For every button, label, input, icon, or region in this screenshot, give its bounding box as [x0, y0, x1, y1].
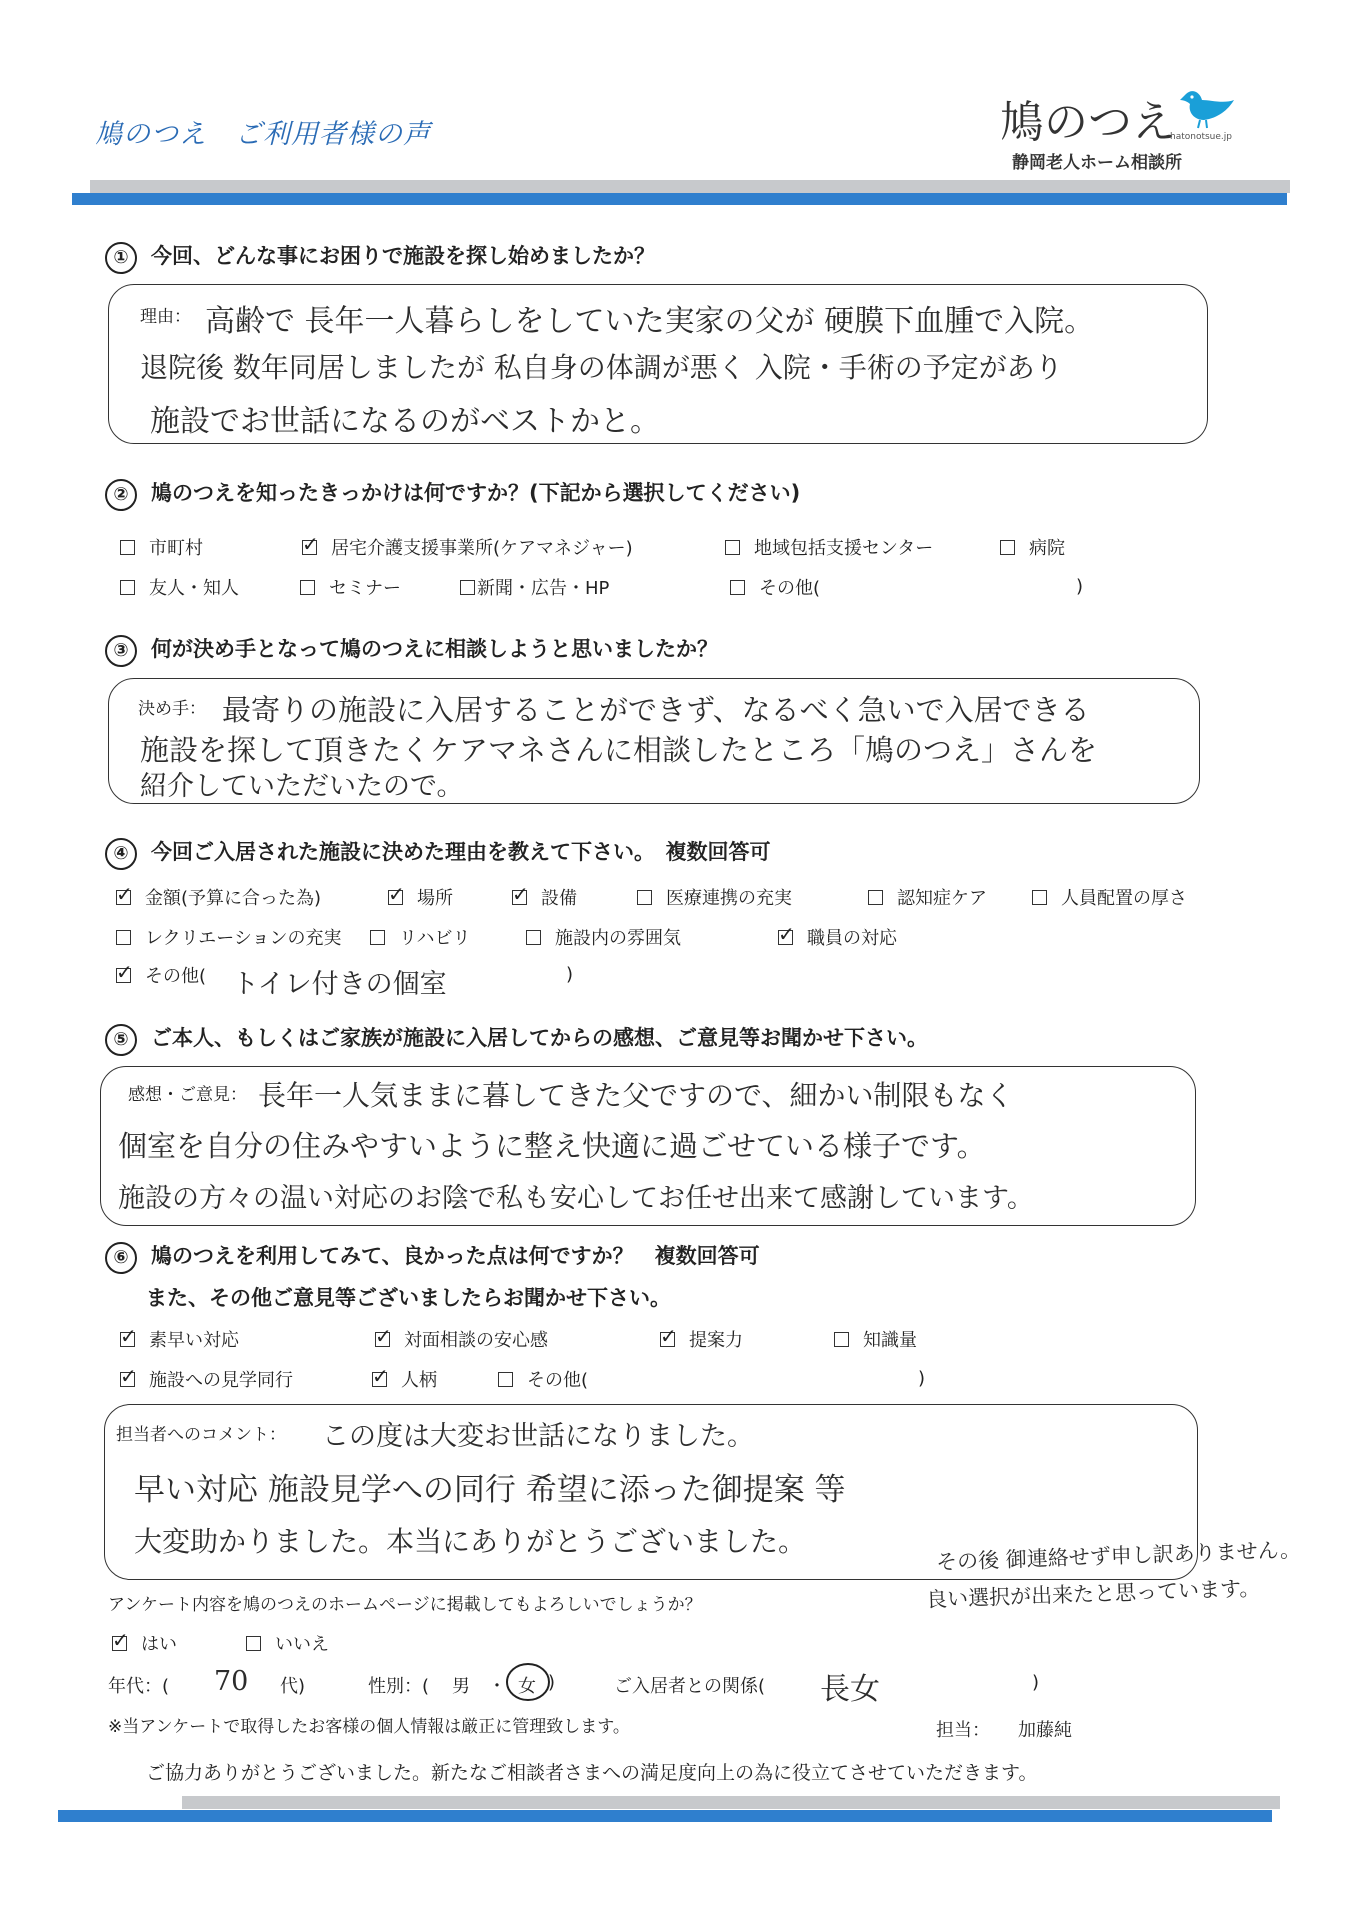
q2-option-6[interactable]: 新聞・広告・HP — [460, 574, 609, 600]
gender-label: 性別：( — [368, 1676, 430, 1697]
q6-line-4: その後 御連絡せず申し訳ありません。 — [935, 1537, 1302, 1575]
q5-number: ⑤ — [105, 1024, 137, 1056]
q2-option-7[interactable]: その他( — [730, 574, 820, 600]
checkbox[interactable] — [460, 580, 475, 595]
q2-option-4[interactable]: 友人・知人 — [120, 574, 239, 600]
q6-line-2: 早い対応 施設見学への同行 希望に添った御提案 等 — [134, 1472, 846, 1508]
q4-option-7[interactable]: リハビリ — [370, 924, 470, 950]
q6-comment-label: 担当者へのコメント： — [116, 1425, 286, 1445]
q5-label: 感想・ご意見： — [128, 1085, 247, 1105]
footer-bar — [58, 1810, 1272, 1822]
q3-line-1: 最寄りの施設に入居することができず、なるべく急いで入居できる — [222, 693, 1090, 727]
gender-close: ) — [548, 1672, 556, 1693]
q3-heading — [105, 633, 718, 667]
privacy-note: ※当アンケートで取得したお客様の個人情報は厳正に管理致します。 — [108, 1717, 630, 1737]
q6-heading — [105, 1240, 760, 1274]
q6-option-5[interactable]: ✓ 人柄 — [372, 1366, 437, 1392]
q4-option-4[interactable]: 認知症ケア — [868, 884, 987, 910]
relation-value: 長女 — [820, 1672, 880, 1707]
header-bar-shadow — [90, 180, 1290, 193]
checkbox[interactable] — [637, 890, 652, 905]
q4-option-10[interactable]: ✓その他( — [116, 962, 206, 988]
checkbox[interactable] — [246, 1636, 261, 1651]
q2-option-1[interactable]: ✓ 居宅介護支援事業所(ケアマネジャー) — [302, 534, 633, 560]
q4-other-text: トイレ付きの個室 — [232, 969, 447, 1000]
q6-line-1: この度は大変お世話になりました。 — [322, 1421, 754, 1452]
q6-line-5: 良い選択が出来たと思っています。 — [925, 1576, 1261, 1612]
q4-option-1[interactable]: ✓ 場所 — [388, 884, 453, 910]
q4-option-9[interactable]: ✓ 職員の対応 — [778, 924, 897, 950]
q3-question: 何が決め手となって鳩のつえに相談しようと思いましたか？ — [151, 637, 718, 661]
q4-option-0[interactable]: ✓金額(予算に合った為) — [116, 884, 321, 910]
checkbox-checked[interactable] — [660, 1332, 675, 1347]
q6-line-3: 大変助かりました。本当にありがとうございました。 — [134, 1525, 807, 1558]
q1-label: 理由： — [140, 307, 191, 327]
checkbox-checked[interactable] — [778, 930, 793, 945]
header-bar — [72, 193, 1287, 205]
q6-option-1[interactable]: ✓ 対面相談の安心感 — [375, 1326, 548, 1352]
q4-question: 今回ご入居された施設に決めた理由を教えて下さい。 複数回答可 — [151, 840, 771, 864]
q5-line-3: 施設の方々の温い対応のお陰で私も安心してお任せ出来て感謝しています。 — [118, 1183, 1034, 1214]
checkbox[interactable] — [1000, 540, 1015, 555]
q6-option-4[interactable]: ✓施設への見学同行 — [120, 1366, 293, 1392]
checkbox-checked[interactable] — [388, 890, 403, 905]
checkbox-checked[interactable] — [120, 1332, 135, 1347]
checkbox[interactable] — [370, 930, 385, 945]
thanks-message: ご協力ありがとうございました。新たなご相談者さまへの満足度向上の為に役立てさせていただきます。 — [146, 1762, 1038, 1784]
q1-line-1: 高齢で 長年一人暮らしをしていた実家の父が 硬膜下血腫で入院。 — [205, 304, 1095, 339]
q1-number: ① — [105, 242, 137, 274]
consent-question: アンケート内容を鳩のつえのホームページに掲載してもよろしいでしょうか？ — [108, 1595, 702, 1615]
page-title: 鳩のつえ ご利用者様の声 — [95, 119, 431, 150]
footer-bar-shadow — [182, 1796, 1280, 1809]
q6-option-6[interactable]: その他( — [498, 1366, 588, 1392]
staff-label: 担当： — [936, 1720, 990, 1741]
age-unit: 代) — [280, 1676, 306, 1697]
logo-name: 鳩のつえ — [1000, 97, 1176, 148]
checkbox[interactable] — [120, 580, 135, 595]
q6-question-2: また、その他ご意見等ございましたらお聞かせ下さい。 — [146, 1286, 671, 1310]
logo-url: hatonotsue.jp — [1170, 132, 1232, 142]
q4-option-2[interactable]: ✓ 設備 — [512, 884, 577, 910]
checkbox[interactable] — [120, 540, 135, 555]
q2-other-close: ) — [1076, 576, 1084, 597]
q6-option-0[interactable]: ✓素早い対応 — [120, 1326, 239, 1352]
q2-option-3[interactable]: 病院 — [1000, 534, 1065, 560]
q2-option-5[interactable]: セミナー — [300, 574, 401, 600]
q5-heading — [105, 1022, 928, 1056]
q6-other-close: ) — [918, 1368, 926, 1389]
q4-option-3[interactable]: 医療連携の充実 — [637, 884, 792, 910]
q3-label: 決め手： — [138, 699, 206, 719]
relation-close: ) — [1032, 1672, 1040, 1693]
q6-number: ⑥ — [105, 1242, 137, 1274]
checkbox-checked[interactable] — [372, 1372, 387, 1387]
q5-question: ご本人、もしくはご家族が施設に入居してからの感想、ご意見等お聞かせ下さい。 — [151, 1026, 928, 1050]
q4-option-5[interactable]: 人員配置の厚さ — [1032, 884, 1187, 910]
q2-question: 鳩のつえを知ったきっかけは何ですか？(下記から選択してください) — [151, 481, 801, 505]
q3-line-3: 紹介していただいたので。 — [140, 771, 464, 802]
relation-label: ご入居者との関係( — [614, 1676, 766, 1697]
checkbox[interactable] — [116, 930, 131, 945]
q4-option-8[interactable]: 施設内の雰囲気 — [526, 924, 681, 950]
consent-no[interactable]: いいえ — [246, 1630, 329, 1656]
q1-line-3: 施設でお世話になるのがベストかと。 — [150, 404, 660, 439]
bird-logo-icon — [1178, 86, 1238, 130]
age-label: 年代：( — [108, 1676, 170, 1697]
q4-other-close: ) — [566, 964, 574, 985]
q4-heading — [105, 836, 771, 870]
checkbox[interactable] — [725, 540, 740, 555]
checkbox[interactable] — [1032, 890, 1047, 905]
q1-line-2: 退院後 数年同居しましたが 私自身の体調が悪く 入院・手術の予定があり — [140, 351, 1063, 384]
age-value: 70 — [214, 1666, 249, 1697]
circle-mark-icon — [503, 1660, 556, 1704]
staff-name: 加藤純 — [1018, 1720, 1072, 1741]
checkbox[interactable] — [834, 1332, 849, 1347]
q2-number: ② — [105, 479, 137, 511]
checkbox[interactable] — [730, 580, 745, 595]
q4-option-6[interactable]: レクリエーションの充実 — [116, 924, 342, 950]
checkbox-checked[interactable] — [375, 1332, 390, 1347]
q4-number: ④ — [105, 838, 137, 870]
gender-dot: ・ — [488, 1676, 506, 1697]
checkbox[interactable] — [300, 580, 315, 595]
q6-option-2[interactable]: ✓ 提案力 — [660, 1326, 743, 1352]
checkbox-checked[interactable] — [120, 1372, 135, 1387]
q3-number: ③ — [105, 635, 137, 667]
q5-line-2: 個室を自分の住みやすいように整え快適に過ごせている様子です。 — [118, 1129, 986, 1163]
logo-subtitle: 静岡老人ホーム相談所 — [1012, 153, 1182, 173]
q2-heading — [105, 477, 800, 511]
checkbox-checked[interactable] — [302, 540, 317, 555]
q5-line-1: 長年一人気ままに暮してきた父ですので、細かい制限もなく — [258, 1079, 1014, 1112]
q6-option-3[interactable]: 知識量 — [834, 1326, 917, 1352]
consent-yes[interactable]: ✓はい — [112, 1630, 177, 1656]
checkbox-checked[interactable] — [112, 1636, 127, 1651]
q3-line-2: 施設を探して頂きたくケアマネさんに相談したところ「鳩のつえ」さんを — [140, 733, 1098, 767]
q6-question: 鳩のつえを利用してみて、良かった点は何ですか？ 複数回答可 — [151, 1244, 760, 1268]
gender-male[interactable]: 男 — [452, 1676, 470, 1697]
checkbox-checked[interactable] — [116, 968, 131, 983]
q1-heading — [105, 240, 655, 274]
gender-female[interactable]: 女 — [518, 1676, 536, 1697]
checkbox[interactable] — [526, 930, 541, 945]
q1-question: 今回、どんな事にお困りで施設を探し始めましたか？ — [151, 244, 655, 268]
checkbox-checked[interactable] — [512, 890, 527, 905]
checkbox[interactable] — [868, 890, 883, 905]
q2-option-0[interactable]: 市町村 — [120, 534, 203, 560]
q2-option-2[interactable]: 地域包括支援センター — [725, 534, 933, 560]
checkbox[interactable] — [498, 1372, 513, 1387]
checkbox-checked[interactable] — [116, 890, 131, 905]
